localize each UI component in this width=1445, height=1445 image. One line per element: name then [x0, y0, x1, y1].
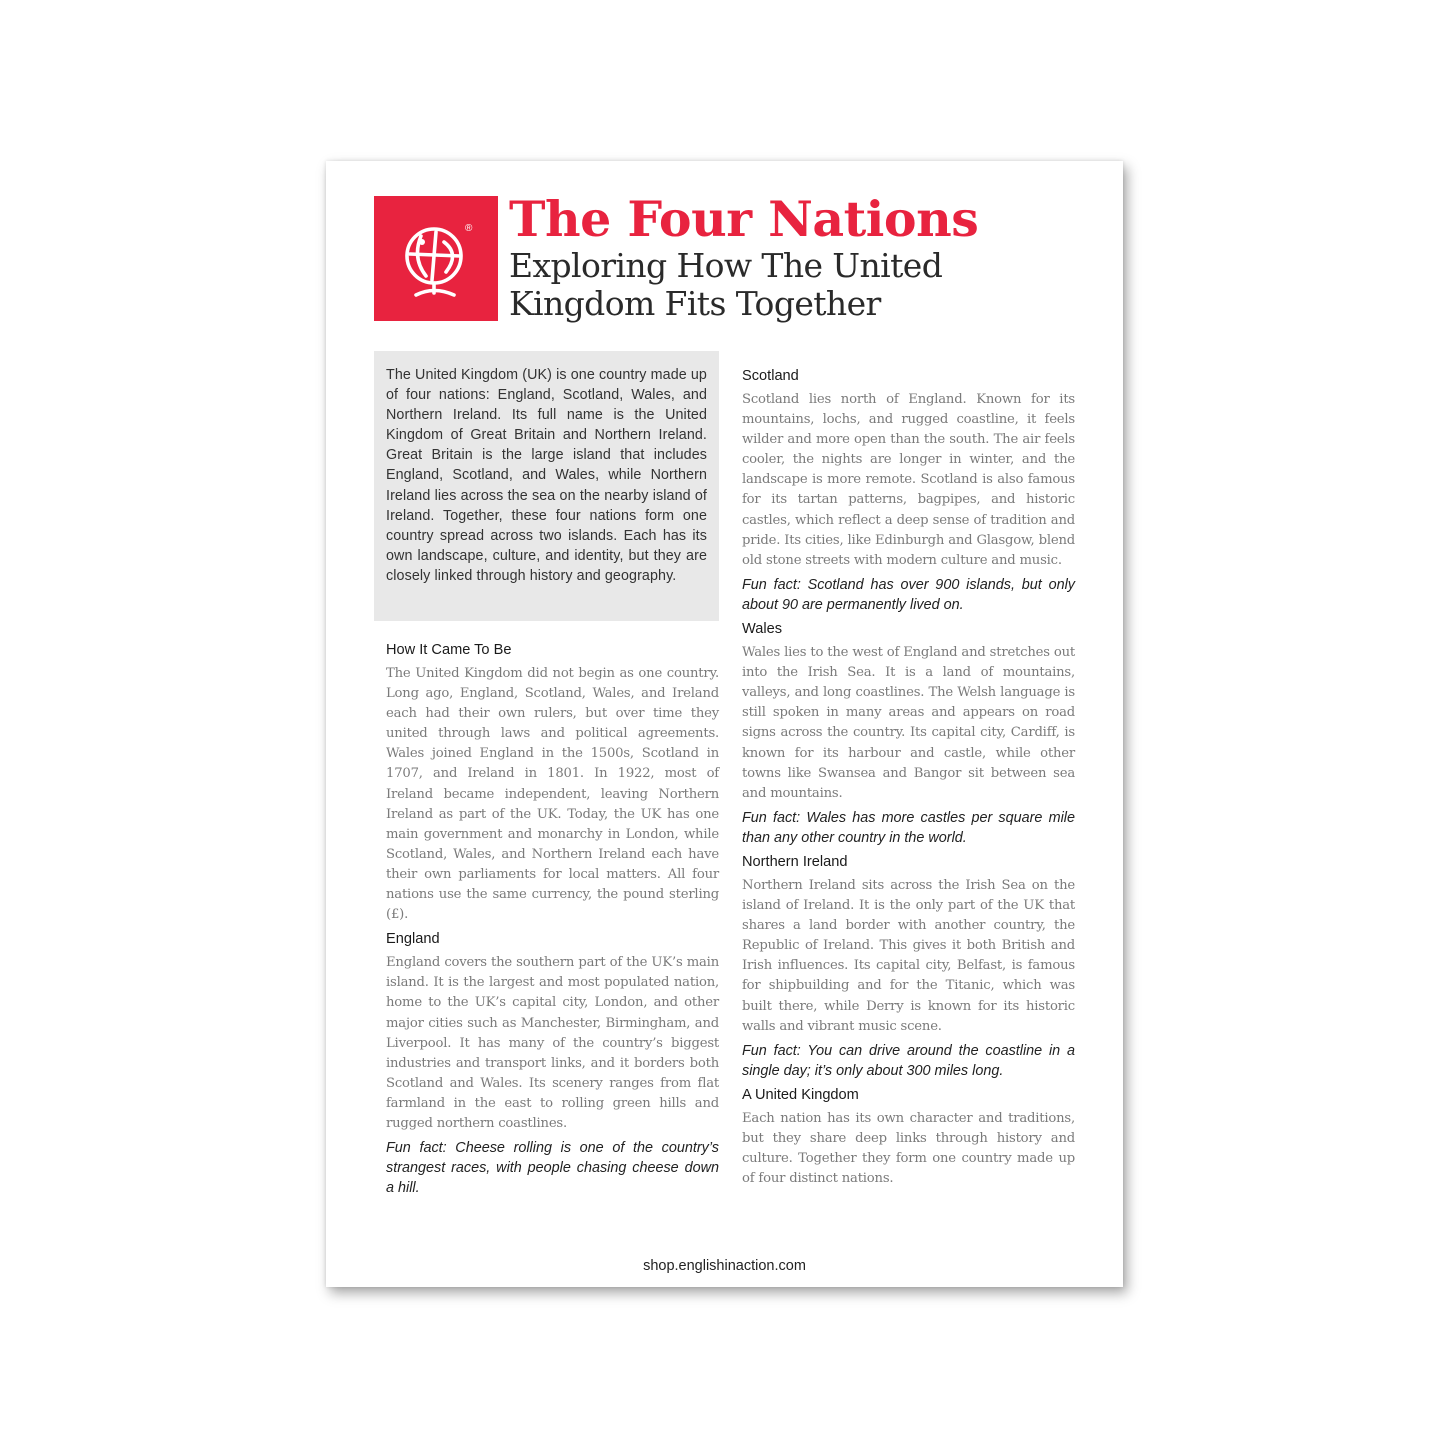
section-body: Northern Ireland sits across the Irish Sea on the island of Ireland. It is the only part of the UK that shares a land border with another country, the Republic of Ireland. This gives it both British and Irish influences. Its capital city, Belfast, is famous for shipbuilding and for the Titanic, which was built there, while Derry is known for its historic walls and vibrant music scene. — [742, 877, 1075, 1034]
fun-fact: Fun fact: Wales has more castles per square mile than any other country in the world. — [742, 809, 1075, 846]
section-wales — [742, 619, 1075, 848]
page-title: The Four Nations — [509, 190, 979, 248]
section-northern-ireland — [742, 852, 1075, 1081]
section-body: Scotland lies north of England. Known for its mountains, lochs, and rugged coastline, it feels wilder and more open than the south. The air feels cooler, the nights are longer in winter, and the landscape is more remote. Scotland is also famous for its tartan patterns, bagpipes, and historic castles, which reflect a deep sense of tradition and pride. Its cities, like Edinburgh and Glasgow, blend old stone streets with modern culture and music. — [742, 392, 1075, 568]
logo — [374, 196, 498, 321]
right-column — [742, 366, 1075, 1193]
footer-url: shop.englishinaction.com — [643, 1258, 806, 1274]
page-subtitle: Exploring How The United Kingdom Fits Together — [509, 246, 943, 323]
eia-globe-logo-icon — [374, 196, 498, 321]
fun-fact: Fun fact: Cheese rolling is one of the country’s strangest races, with people chasing cheese down a hill. — [386, 1140, 719, 1197]
section-england — [386, 929, 719, 1198]
section-heading: How It Came To Be — [386, 642, 512, 658]
section-heading: Wales — [742, 621, 783, 638]
section-body: England covers the southern part of the UK’s main island. It is the largest and most populated nation, home to the UK’s capital city, London, and other major cities such as Manchester, Birmingham, and Liverpool. It has many of the country’s biggest industries and transport links, and it borders both Scotland and Wales. Its scenery ranges from flat farmland in the east to rolling green hills and rugged northern coastlines. — [386, 955, 719, 1131]
section-scotland — [742, 366, 1075, 615]
registered-mark: ® — [465, 223, 473, 234]
section-heading: Northern Ireland — [742, 853, 848, 870]
section-a-united-kingdom — [742, 1085, 1075, 1189]
section-body: Each nation has its own character and traditions, but they share deep links through history and culture. Together they form one country made up of four distinct nations. — [742, 1110, 1075, 1187]
section-heading: A United Kingdom — [742, 1086, 859, 1103]
fun-fact: Fun fact: You can drive around the coastline in a single day; it’s only about 300 miles long. — [742, 1042, 1075, 1079]
section-how-it-came-to-be — [386, 640, 719, 925]
worksheet-page — [326, 161, 1123, 1287]
section-heading: England — [386, 931, 440, 948]
section-body: Wales lies to the west of England and stretches out into the Irish Sea. It is a land of mountains, valleys, and long coastlines. The Welsh language is still spoken in many areas and appears on road signs across the country. Its capital city, Cardiff, is known for its harbour and castle, while other towns like Swansea and Bangor sit between sea and mountains. — [742, 645, 1075, 801]
section-heading: Scotland — [742, 368, 799, 384]
intro-box — [374, 351, 719, 621]
fun-fact: Fun fact: Scotland has over 900 islands, but only about 90 are permanently lived on. — [742, 576, 1075, 613]
section-body: The United Kingdom did not begin as one country. Long ago, England, Scotland, Wales, and Ireland each had their own rulers, but over time they united through laws and political agreements. Wales joined England in the 1500s, Scotland in 1707, and Ireland in 1801. In 1922, most of Ireland became independent, leaving Northern Ireland as part of the UK. Today, the UK has one main government and monarchy in London, while Scotland, Wales, and Northern Ireland each have their own parliaments for local matters. All four nations use the same currency, the pound sterling (£). — [386, 666, 719, 923]
left-column — [386, 640, 719, 1202]
intro-text: The United Kingdom (UK) is one country made up of four nations: England, Scotland, Wales, and Northern Ireland. Its full name is the United Kingdom of Great Britain and Northern Ireland. Great Britain is the large island that includes England, Scotland, and Wales, while Northern Ireland lies across the sea on the nearby island of Ireland. Together, these four nations form one country spread across two islands. Each has its own landscape, culture, and identity, but they are closely linked through history and geography. — [386, 367, 707, 584]
